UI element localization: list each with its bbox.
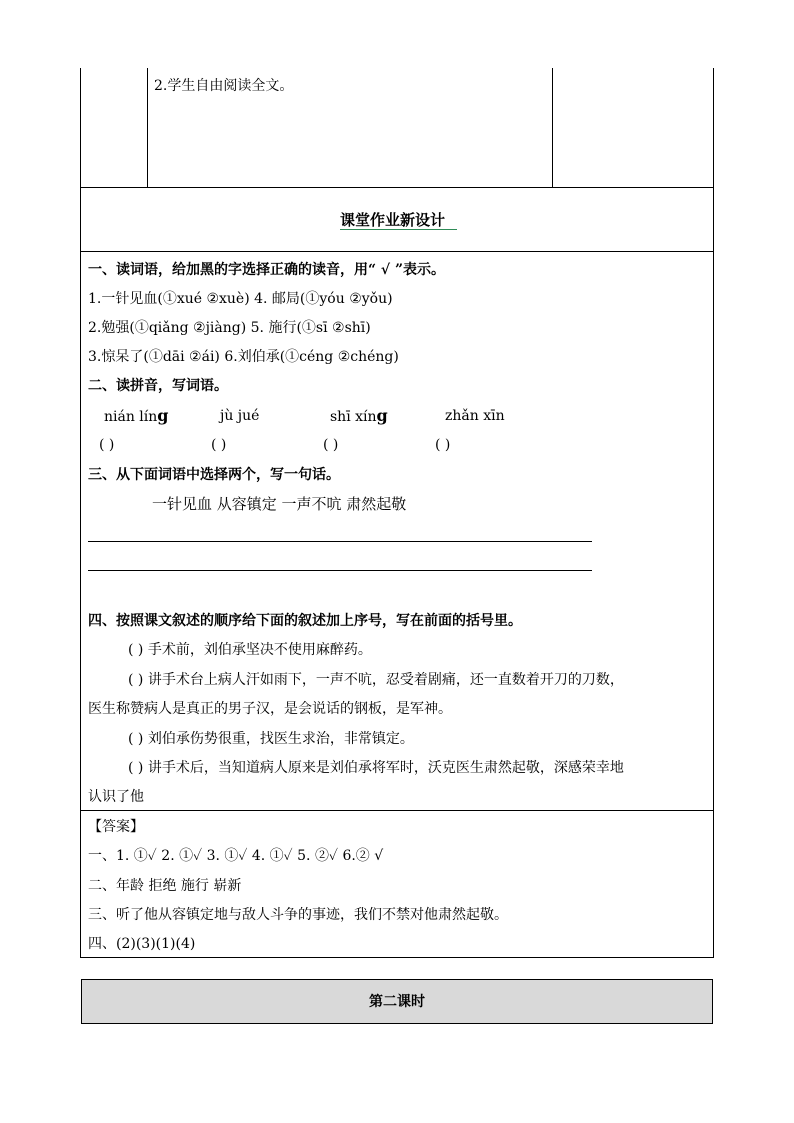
q3-heading: 三、从下面词语中选择两个，写一句话。 xyxy=(88,467,340,483)
q1-item: 1.一针见血(①xué ②xuè) 4. 邮局(①yóu ②yǒu) xyxy=(88,291,393,307)
section-title: 课堂作业新设计 xyxy=(340,211,446,229)
q2-heading: 二、读拼音，写词语。 xyxy=(88,378,228,394)
q4-line: ( ) 刘伯承伤势很重，找医生求治，非常镇定。 xyxy=(128,731,414,747)
q2-bracket: ( ) xyxy=(435,437,451,453)
column-divider-2 xyxy=(552,68,553,188)
q4-line: 认识了他 xyxy=(88,789,144,805)
answer-line: 一、1. ①✓ 2. ①✓ 3. ①✓ 4. ①✓ 5. ②✓ 6.② √ xyxy=(88,848,384,864)
q2-pinyin-3: shī xíng xyxy=(330,406,388,425)
q2-pinyin-1: nián líng xyxy=(104,406,169,425)
q1-item: 2.勉强(①qiǎng ②jiàng) 5. 施行(①sī ②shī) xyxy=(88,320,371,336)
q3-word-list: 一针见血 从容镇定 一声不吭 肃然起敬 xyxy=(152,495,407,513)
answer-line: 三、听了他从容镇定地与敌人斗争的事迹，我们不禁对他肃然起敬。 xyxy=(88,907,508,923)
next-lesson-box xyxy=(81,979,713,1024)
q4-line: ( ) 手术前，刘伯承坚决不使用麻醉药。 xyxy=(128,642,372,658)
table-left-border xyxy=(80,68,81,958)
answer-line: 二、年龄 拒绝 施行 崭新 xyxy=(88,878,242,894)
q2-bracket: ( ) xyxy=(99,437,115,453)
q3-answer-line-2 xyxy=(88,570,592,571)
q4-line: ( ) 讲手术后，当知道病人原来是刘伯承将军时，沃克医生肃然起敬，深感荣幸地 xyxy=(128,760,624,776)
q2-bracket: ( ) xyxy=(211,437,227,453)
answers-heading: 【答案】 xyxy=(88,819,144,835)
q2-pinyin-4: zhǎn xīn xyxy=(445,408,505,424)
q1-item: 3.惊呆了(①dāi ②ái) 6.刘伯承(①céng ②chéng) xyxy=(88,349,399,365)
next-lesson-label: 第二课时 xyxy=(369,994,425,1010)
q3-answer-line-1 xyxy=(88,541,592,542)
row-divider-title xyxy=(80,251,714,252)
row-divider-answers xyxy=(80,810,714,811)
q4-line: 医生称赞病人是真正的男子汉，是会说话的钢板，是军神。 xyxy=(88,701,452,717)
column-divider-1 xyxy=(147,68,148,188)
q1-heading: 一、读词语，给加黑的字选择正确的读音，用“ √ ”表示。 xyxy=(88,262,446,278)
q4-line: ( ) 讲手术台上病人汗如雨下，一声不吭，忍受着剧痛，还一直数着开刀的刀数， xyxy=(128,672,624,688)
table-bottom-border xyxy=(80,957,714,958)
answer-line: 四、(2)(3)(1)(4) xyxy=(88,936,196,952)
q4-heading: 四、按照课文叙述的顺序给下面的叙述加上序号，写在前面的括号里。 xyxy=(88,613,522,629)
step-text: 2.学生自由阅读全文。 xyxy=(154,78,294,94)
section-title-underline xyxy=(340,229,457,230)
row-divider-top xyxy=(80,187,714,188)
table-right-border xyxy=(713,68,714,958)
q2-pinyin-2: jù jué xyxy=(220,408,260,424)
q2-bracket: ( ) xyxy=(323,437,339,453)
